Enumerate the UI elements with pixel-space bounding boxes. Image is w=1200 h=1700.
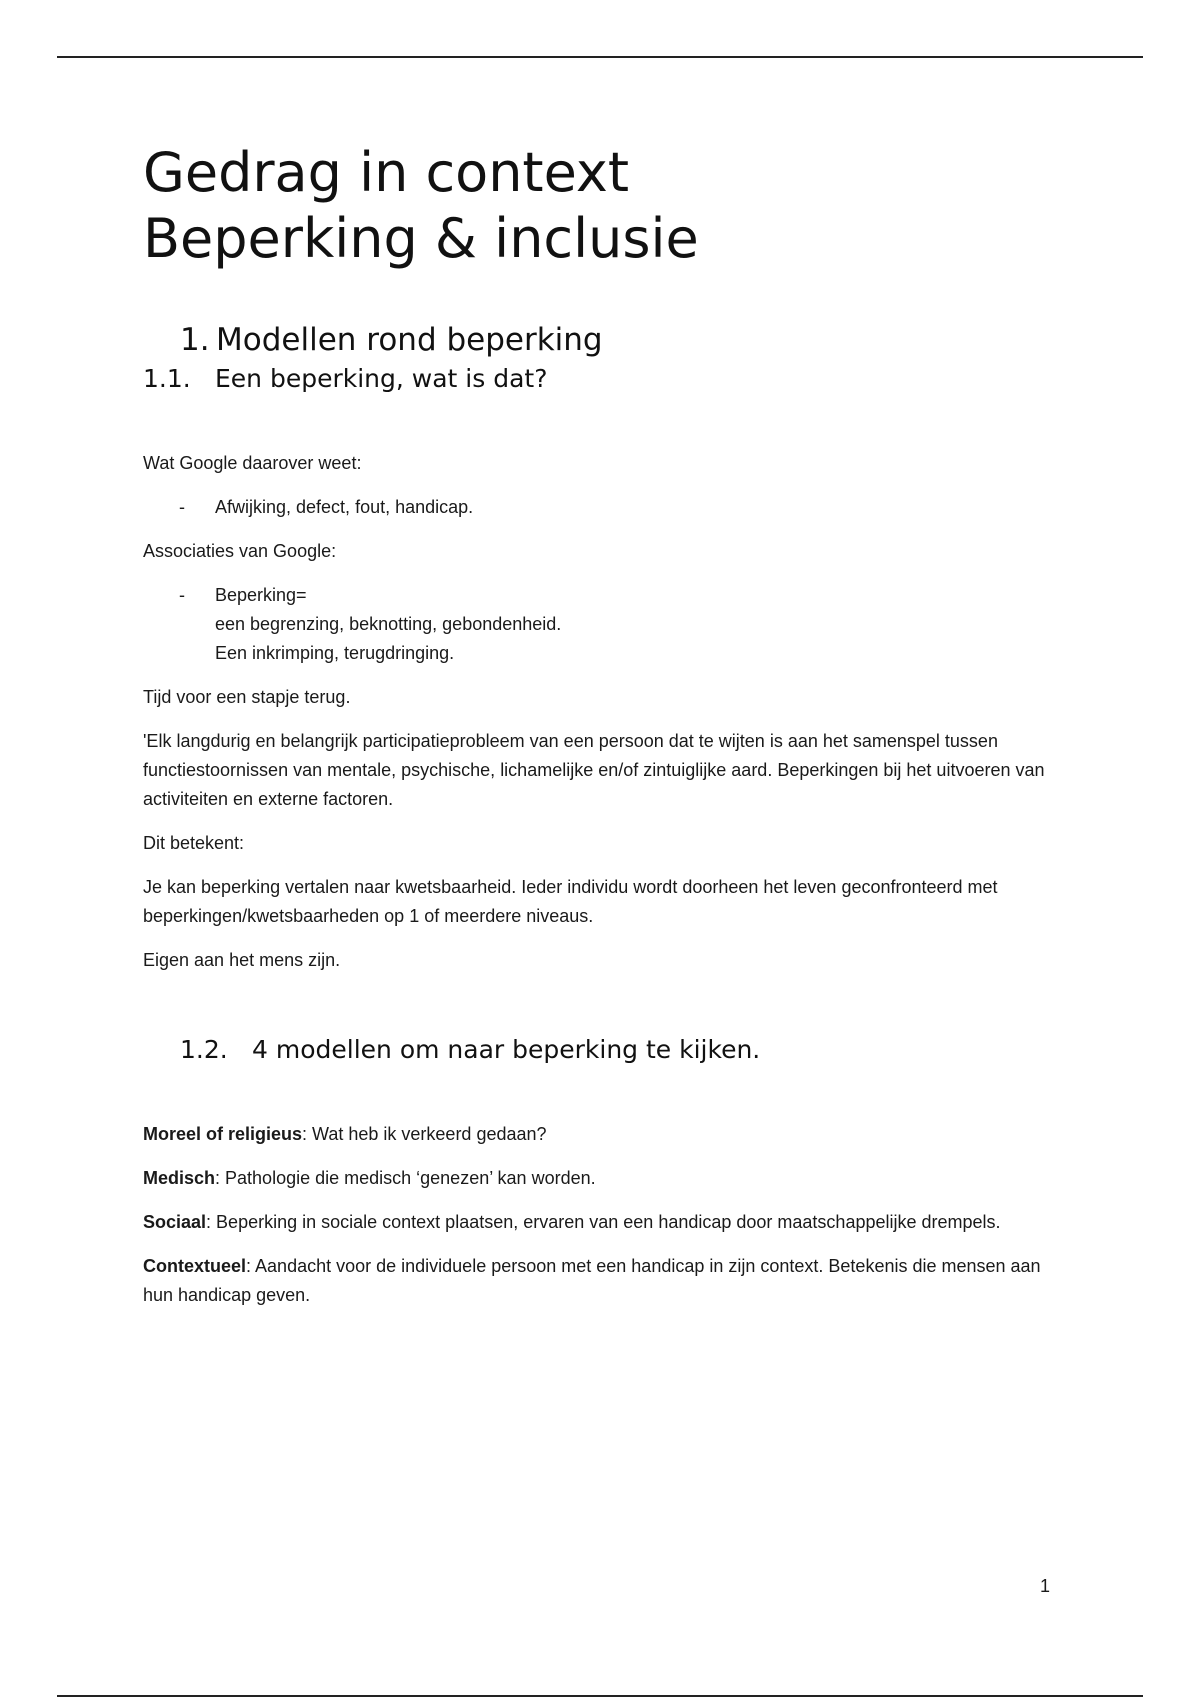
meaning-paragraph: Je kan beperking vertalen naar kwetsbaarheid. Ieder individu wordt doorheen het leven geconfronteerd met beperkingen/kwetsbaarheden op 1 of meerdere niveaus.	[143, 877, 998, 926]
model-description: : Pathologie die medisch ‘genezen’ kan worden.	[215, 1168, 596, 1188]
model-contextual	[143, 1252, 1063, 1310]
model-term: Moreel of religieus	[143, 1124, 303, 1144]
bullet-dash: -	[179, 497, 185, 517]
model-term: Contextueel	[143, 1256, 247, 1276]
bullet-item	[143, 493, 1063, 522]
associations-intro: Associaties van Google:	[143, 541, 337, 561]
bullet-line: een begrenzing, beknotting, gebondenheid.	[215, 614, 562, 634]
heading-text: 4 modellen om naar beperking te kijken.	[252, 1035, 761, 1064]
model-term: Medisch	[143, 1168, 216, 1188]
step-back-paragraph: Tijd voor een stapje terug.	[143, 687, 351, 707]
title-line-1: Gedrag in context	[143, 141, 629, 204]
title-line-2: Beperking & inclusie	[143, 207, 699, 270]
page-content	[143, 140, 1063, 1310]
meaning-intro: Dit betekent:	[143, 833, 245, 853]
heading-section-1-1	[143, 362, 1063, 396]
heading-text: Een beperking, wat is dat?	[215, 364, 548, 393]
google-intro: Wat Google daarover weet:	[143, 453, 362, 473]
bullet-line: Een inkrimping, terugdringing.	[215, 643, 455, 663]
header-rule	[57, 56, 1143, 58]
model-term: Sociaal	[143, 1212, 207, 1232]
model-description: : Beperking in sociale context plaatsen, ervaren van een handicap door maatschappelijke drempels.	[206, 1212, 1001, 1232]
heading-number: 1.	[180, 322, 210, 358]
human-nature-paragraph: Eigen aan het mens zijn.	[143, 950, 341, 970]
model-moral	[143, 1120, 1063, 1149]
footer-rule	[57, 1695, 1143, 1697]
heading-text: Modellen rond beperking	[216, 322, 603, 358]
heading-number: 1.2.	[180, 1035, 228, 1064]
bullet-dash: -	[179, 585, 185, 605]
page-number: 1	[1040, 1576, 1051, 1596]
heading-section-1	[180, 320, 1063, 360]
bullet-line: Beperking=	[215, 585, 307, 605]
heading-number: 1.1.	[143, 364, 191, 393]
model-medical	[143, 1164, 1063, 1193]
model-description: : Aandacht voor de individuele persoon met een handicap in zijn context. Betekenis die mensen aan hun handicap geven.	[143, 1256, 1041, 1305]
model-social	[143, 1208, 1063, 1237]
model-description: : Wat heb ik verkeerd gedaan?	[302, 1124, 547, 1144]
document-title	[143, 140, 1063, 272]
bullet-item	[143, 581, 1063, 668]
definition-paragraph: 'Elk langdurig en belangrijk participatieprobleem van een persoon dat te wijten is aan het samenspel tussen functiestoornissen van mentale, psychische, lichamelijke en/of zintuiglijke aard. Beperkingen bij het uitvoeren van activiteiten en externe factoren.	[143, 731, 1045, 809]
heading-section-1-2	[180, 1033, 1063, 1067]
bullet-text: Afwijking, defect, fout, handicap.	[215, 497, 474, 517]
